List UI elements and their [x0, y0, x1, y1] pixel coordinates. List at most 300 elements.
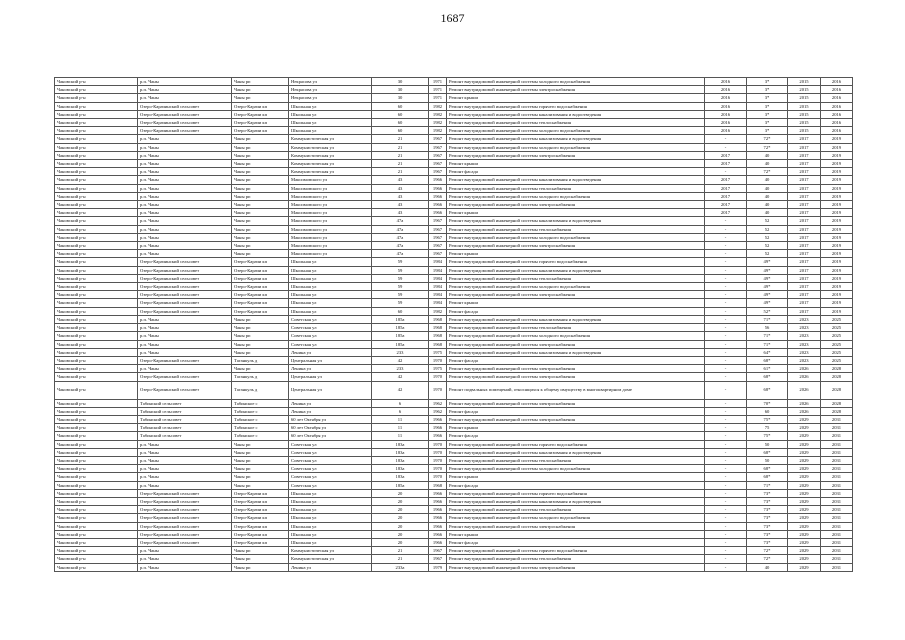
district-cell: Чановский р-н: [55, 432, 138, 440]
period-start-cell: 2017: [788, 266, 821, 274]
municipality-cell: р.п. Чаны: [138, 151, 232, 159]
period-end-cell: 2019: [821, 225, 853, 233]
planned-year-cell: 2017: [705, 160, 747, 168]
table-row: [55, 110, 853, 118]
settlement-cell: Озеро-Карачи кп: [232, 307, 289, 315]
district-cell: Чановский р-н: [55, 415, 138, 423]
period-end-cell: 2016: [821, 110, 853, 118]
period-start-cell: 2023: [788, 348, 821, 356]
district-cell: Чановский р-н: [55, 489, 138, 497]
period-end-cell: 2031: [821, 473, 853, 481]
table-row: [55, 291, 853, 299]
settlement-cell: Чаны рп: [232, 465, 289, 473]
district-cell: Чановский р-н: [55, 291, 138, 299]
municipality-cell: р.п. Чаны: [138, 555, 232, 563]
table-row: [55, 242, 853, 250]
district-cell: Чановский р-н: [55, 250, 138, 258]
house-number-cell: 43: [372, 184, 429, 192]
period-end-cell: 2019: [821, 258, 853, 266]
year-built-cell: 1967: [429, 151, 447, 159]
district-cell: Чановский р-н: [55, 258, 138, 266]
municipality-cell: р.п. Чаны: [138, 250, 232, 258]
work-type-cell: Ремонт внутридомовой инженерной системы электроснабжения: [447, 415, 705, 423]
planned-year-cell: -: [705, 258, 747, 266]
planned-year-cell: 2017: [705, 176, 747, 184]
planned-year-cell: -: [705, 530, 747, 538]
table-row: [55, 258, 853, 266]
planned-year-cell: -: [705, 373, 747, 381]
period-end-cell: 2031: [821, 432, 853, 440]
municipality-cell: Озеро-Карачинский сельсовет: [138, 291, 232, 299]
planned-year-cell: -: [705, 473, 747, 481]
planned-year-cell: -: [705, 332, 747, 340]
period-end-cell: 2019: [821, 266, 853, 274]
table-row: [55, 348, 853, 356]
house-number-cell: 185а: [372, 315, 429, 323]
municipality-cell: р.п. Чаны: [138, 348, 232, 356]
municipality-cell: Озеро-Карачинский сельсовет: [138, 299, 232, 307]
municipality-cell: Озеро-Карачинский сельсовет: [138, 283, 232, 291]
municipality-cell: р.п. Чаны: [138, 563, 232, 571]
period-start-cell: 2017: [788, 184, 821, 192]
settlement-cell: Чаны рп: [232, 217, 289, 225]
municipality-cell: р.п. Чаны: [138, 332, 232, 340]
table-row: [55, 440, 853, 448]
municipality-cell: Озеро-Карачинский сельсовет: [138, 258, 232, 266]
cost-cell: 52: [747, 217, 788, 225]
period-end-cell: 2019: [821, 283, 853, 291]
settlement-cell: Чаны рп: [232, 160, 289, 168]
settlement-cell: Озеро-Карачи кп: [232, 497, 289, 505]
district-cell: Чановский р-н: [55, 465, 138, 473]
period-start-cell: 2017: [788, 209, 821, 217]
planned-year-cell: -: [705, 506, 747, 514]
municipality-cell: Озеро-Карачинский сельсовет: [138, 373, 232, 381]
settlement-cell: Таганкуль д: [232, 373, 289, 381]
year-built-cell: 1984: [429, 291, 447, 299]
period-end-cell: 2019: [821, 242, 853, 250]
house-number-cell: 183а: [372, 440, 429, 448]
district-cell: Чановский р-н: [55, 424, 138, 432]
house-number-cell: 20: [372, 514, 429, 522]
work-type-cell: Ремонт внутридомовой инженерной системы теплоснабжения: [447, 225, 705, 233]
period-start-cell: 2023: [788, 324, 821, 332]
house-number-cell: 11: [372, 432, 429, 440]
settlement-cell: Озеро-Карачи кп: [232, 506, 289, 514]
cost-cell: 52: [747, 250, 788, 258]
year-built-cell: 1970: [429, 465, 447, 473]
planned-year-cell: -: [705, 555, 747, 563]
cost-cell: 40: [747, 160, 788, 168]
period-start-cell: 2029: [788, 481, 821, 489]
table-row: [55, 481, 853, 489]
municipality-cell: Озеро-Карачинский сельсовет: [138, 110, 232, 118]
period-end-cell: 2025: [821, 315, 853, 323]
house-number-cell: 43: [372, 176, 429, 184]
settlement-cell: Озеро-Карачи кп: [232, 291, 289, 299]
cost-cell: 40: [747, 563, 788, 571]
cost-cell: 71*: [747, 481, 788, 489]
house-number-cell: 185а: [372, 324, 429, 332]
municipality-cell: р.п. Чаны: [138, 201, 232, 209]
planned-year-cell: 2016: [705, 94, 747, 102]
settlement-cell: Чаны рп: [232, 225, 289, 233]
period-start-cell: 2029: [788, 497, 821, 505]
year-built-cell: 1970: [429, 456, 447, 464]
period-start-cell: 2029: [788, 555, 821, 563]
settlement-cell: Озеро-Карачи кп: [232, 514, 289, 522]
settlement-cell: Чаны рп: [232, 448, 289, 456]
work-type-cell: Ремонт фасада: [447, 432, 705, 440]
year-built-cell: 1971: [429, 78, 447, 86]
cost-cell: 75: [747, 424, 788, 432]
municipality-cell: р.п. Чаны: [138, 547, 232, 555]
district-cell: Чановский р-н: [55, 456, 138, 464]
year-built-cell: 1968: [429, 332, 447, 340]
street-cell: Максимовского ул: [289, 192, 372, 200]
year-built-cell: 1968: [429, 481, 447, 489]
period-end-cell: 2016: [821, 127, 853, 135]
period-end-cell: 2031: [821, 555, 853, 563]
district-cell: Чановский р-н: [55, 440, 138, 448]
work-type-cell: Ремонт внутридомовой инженерной системы электроснабжения: [447, 151, 705, 159]
planned-year-cell: -: [705, 315, 747, 323]
period-start-cell: 2015: [788, 110, 821, 118]
year-built-cell: 1966: [429, 192, 447, 200]
district-cell: Чановский р-н: [55, 481, 138, 489]
work-type-cell: Ремонт крыши: [447, 424, 705, 432]
period-start-cell: 2017: [788, 299, 821, 307]
municipality-cell: Озеро-Карачинский сельсовет: [138, 514, 232, 522]
year-built-cell: 1970: [429, 356, 447, 364]
street-cell: Советская ул: [289, 340, 372, 348]
cost-cell: 40: [747, 151, 788, 159]
settlement-cell: Чаны рп: [232, 184, 289, 192]
period-start-cell: 2023: [788, 356, 821, 364]
municipality-cell: р.п. Чаны: [138, 209, 232, 217]
street-cell: Коммунистическая ул: [289, 547, 372, 555]
table-row: [55, 340, 853, 348]
work-type-cell: Ремонт внутридомовой инженерной системы холодного водоснабжения: [447, 465, 705, 473]
house-number-cell: 60: [372, 110, 429, 118]
work-type-cell: Ремонт внутридомовой инженерной системы канализования и водоотведения: [447, 135, 705, 143]
house-number-cell: 30: [372, 94, 429, 102]
planned-year-cell: -: [705, 168, 747, 176]
district-cell: Чановский р-н: [55, 135, 138, 143]
work-type-cell: Ремонт крыши: [447, 250, 705, 258]
planned-year-cell: -: [705, 547, 747, 555]
period-start-cell: 2017: [788, 258, 821, 266]
house-number-cell: 6: [372, 399, 429, 407]
year-built-cell: 1975: [429, 348, 447, 356]
planned-year-cell: -: [705, 440, 747, 448]
settlement-cell: Чаны рп: [232, 78, 289, 86]
settlement-cell: Чаны рп: [232, 440, 289, 448]
cost-cell: 68*: [747, 356, 788, 364]
work-type-cell: Ремонт крыши: [447, 160, 705, 168]
year-built-cell: 1970: [429, 440, 447, 448]
year-built-cell: 1968: [429, 324, 447, 332]
municipality-cell: р.п. Чаны: [138, 324, 232, 332]
street-cell: Школьная ул: [289, 110, 372, 118]
year-built-cell: 1967: [429, 160, 447, 168]
street-cell: Максимовского ул: [289, 233, 372, 241]
period-start-cell: 2023: [788, 340, 821, 348]
work-type-cell: Ремонт внутридомовой инженерной системы канализования и водоотведения: [447, 217, 705, 225]
table-row: [55, 102, 853, 110]
table-row: [55, 538, 853, 546]
table-body: [55, 78, 853, 572]
planned-year-cell: -: [705, 291, 747, 299]
cost-cell: 49*: [747, 258, 788, 266]
table-row: [55, 522, 853, 530]
cost-cell: 56: [747, 324, 788, 332]
house-number-cell: 59: [372, 266, 429, 274]
street-cell: Школьная ул: [289, 506, 372, 514]
work-type-cell: Ремонт внутридомовой инженерной системы канализования и водоотведения: [447, 110, 705, 118]
table-row: [55, 225, 853, 233]
street-cell: Максимовского ул: [289, 225, 372, 233]
settlement-cell: Озеро-Карачи кп: [232, 127, 289, 135]
period-end-cell: 2031: [821, 481, 853, 489]
street-cell: Центральная ул: [289, 356, 372, 364]
work-type-cell: Ремонт внутридомовой инженерной системы канализования и водоотведения: [447, 266, 705, 274]
period-start-cell: 2017: [788, 217, 821, 225]
work-type-cell: Ремонт внутридомовой инженерной системы холодного водоснабжения: [447, 127, 705, 135]
period-start-cell: 2026: [788, 381, 821, 399]
settlement-cell: Озеро-Карачи кп: [232, 538, 289, 546]
house-number-cell: 59: [372, 283, 429, 291]
street-cell: Школьная ул: [289, 538, 372, 546]
year-built-cell: 1982: [429, 102, 447, 110]
year-built-cell: 1970: [429, 373, 447, 381]
street-cell: Максимовского ул: [289, 242, 372, 250]
year-built-cell: 1966: [429, 209, 447, 217]
house-number-cell: 20: [372, 530, 429, 538]
house-number-cell: 42: [372, 381, 429, 399]
street-cell: Школьная ул: [289, 283, 372, 291]
year-built-cell: 1967: [429, 233, 447, 241]
table-row: [55, 250, 853, 258]
house-number-cell: 233а: [372, 563, 429, 571]
year-built-cell: 1967: [429, 242, 447, 250]
street-cell: Школьная ул: [289, 274, 372, 282]
planned-year-cell: -: [705, 365, 747, 373]
street-cell: Максимовского ул: [289, 201, 372, 209]
planned-year-cell: -: [705, 424, 747, 432]
period-end-cell: 2031: [821, 448, 853, 456]
planned-year-cell: -: [705, 481, 747, 489]
period-start-cell: 2017: [788, 192, 821, 200]
year-built-cell: 1966: [429, 514, 447, 522]
period-start-cell: 2015: [788, 78, 821, 86]
planned-year-cell: -: [705, 143, 747, 151]
work-type-cell: Ремонт внутридомовой инженерной системы теплоснабжения: [447, 456, 705, 464]
cost-cell: 72*: [747, 168, 788, 176]
district-cell: Чановский р-н: [55, 160, 138, 168]
period-start-cell: 2029: [788, 424, 821, 432]
street-cell: 60 лет Октября ул: [289, 432, 372, 440]
table-row: [55, 86, 853, 94]
municipality-cell: р.п. Чаны: [138, 94, 232, 102]
period-start-cell: 2017: [788, 168, 821, 176]
table-row: [55, 514, 853, 522]
work-type-cell: Ремонт внутридомовой инженерной системы канализования и водоотведения: [447, 497, 705, 505]
period-start-cell: 2017: [788, 135, 821, 143]
street-cell: Советская ул: [289, 465, 372, 473]
work-type-cell: Ремонт подвальных помещений, относящихся к общему имуществу в многоквартирном доме: [447, 381, 705, 399]
period-start-cell: 2023: [788, 315, 821, 323]
period-start-cell: 2017: [788, 307, 821, 315]
district-cell: Чановский р-н: [55, 225, 138, 233]
work-type-cell: Ремонт внутридомовой инженерной системы канализования и водоотведения: [447, 448, 705, 456]
table-row: [55, 209, 853, 217]
table-row: [55, 135, 853, 143]
planned-year-cell: -: [705, 340, 747, 348]
year-built-cell: 1984: [429, 299, 447, 307]
municipality-cell: Озеро-Карачинский сельсовет: [138, 489, 232, 497]
house-number-cell: 183а: [372, 465, 429, 473]
cost-cell: 75*: [747, 432, 788, 440]
house-number-cell: 11: [372, 415, 429, 423]
district-cell: Чановский р-н: [55, 381, 138, 399]
house-number-cell: 21: [372, 168, 429, 176]
planned-year-cell: -: [705, 563, 747, 571]
period-end-cell: 2019: [821, 201, 853, 209]
municipality-cell: р.п. Чаны: [138, 160, 232, 168]
municipality-cell: Табинский сельсовет: [138, 424, 232, 432]
table-row: [55, 365, 853, 373]
planned-year-cell: -: [705, 407, 747, 415]
district-cell: Чановский р-н: [55, 407, 138, 415]
year-built-cell: 1962: [429, 407, 447, 415]
house-number-cell: 59: [372, 299, 429, 307]
planned-year-cell: 2016: [705, 127, 747, 135]
period-end-cell: 2031: [821, 563, 853, 571]
period-end-cell: 2025: [821, 348, 853, 356]
table-row: [55, 176, 853, 184]
table-row: [55, 456, 853, 464]
table-row: [55, 160, 853, 168]
settlement-cell: Чаны рп: [232, 168, 289, 176]
house-number-cell: 21: [372, 143, 429, 151]
street-cell: Ленина ул: [289, 407, 372, 415]
street-cell: Максимовского ул: [289, 184, 372, 192]
work-type-cell: Ремонт крыши: [447, 209, 705, 217]
period-end-cell: 2031: [821, 538, 853, 546]
settlement-cell: Чаны рп: [232, 555, 289, 563]
municipality-cell: р.п. Чаны: [138, 192, 232, 200]
period-end-cell: 2031: [821, 465, 853, 473]
work-type-cell: Ремонт внутридомовой инженерной системы горячего водоснабжения: [447, 440, 705, 448]
period-end-cell: 2031: [821, 440, 853, 448]
house-number-cell: 20: [372, 489, 429, 497]
district-cell: Чановский р-н: [55, 78, 138, 86]
house-number-cell: 47а: [372, 217, 429, 225]
municipality-cell: Озеро-Карачинский сельсовет: [138, 102, 232, 110]
period-start-cell: 2026: [788, 407, 821, 415]
house-number-cell: 20: [372, 506, 429, 514]
cost-cell: 3*: [747, 127, 788, 135]
district-cell: Чановский р-н: [55, 242, 138, 250]
street-cell: Коммунистическая ул: [289, 168, 372, 176]
work-type-cell: Ремонт внутридомовой инженерной системы холодного водоснабжения: [447, 283, 705, 291]
district-cell: Чановский р-н: [55, 373, 138, 381]
cost-cell: 3*: [747, 78, 788, 86]
year-built-cell: 1970: [429, 381, 447, 399]
year-built-cell: 1970: [429, 473, 447, 481]
settlement-cell: Таганкуль д: [232, 381, 289, 399]
settlement-cell: Чаны рп: [232, 481, 289, 489]
planned-year-cell: -: [705, 217, 747, 225]
cost-cell: 68*: [747, 373, 788, 381]
settlement-cell: Чаны рп: [232, 209, 289, 217]
district-cell: Чановский р-н: [55, 473, 138, 481]
period-start-cell: 2017: [788, 143, 821, 151]
municipality-cell: Озеро-Карачинский сельсовет: [138, 530, 232, 538]
capital-repair-table: [54, 77, 853, 572]
period-end-cell: 2019: [821, 299, 853, 307]
street-cell: Ленина ул: [289, 348, 372, 356]
district-cell: Чановский р-н: [55, 143, 138, 151]
cost-cell: 49*: [747, 283, 788, 291]
cost-cell: 50: [747, 440, 788, 448]
district-cell: Чановский р-н: [55, 209, 138, 217]
work-type-cell: Ремонт внутридомовой инженерной системы канализования и водоотведения: [447, 176, 705, 184]
period-end-cell: 2028: [821, 381, 853, 399]
year-built-cell: 1982: [429, 127, 447, 135]
district-cell: Чановский р-н: [55, 340, 138, 348]
district-cell: Чановский р-н: [55, 307, 138, 315]
house-number-cell: 6: [372, 407, 429, 415]
district-cell: Чановский р-н: [55, 299, 138, 307]
planned-year-cell: -: [705, 497, 747, 505]
year-built-cell: 1967: [429, 225, 447, 233]
table-row: [55, 127, 853, 135]
period-start-cell: 2029: [788, 448, 821, 456]
district-cell: Чановский р-н: [55, 94, 138, 102]
settlement-cell: Таганкуль д: [232, 356, 289, 364]
period-end-cell: 2031: [821, 415, 853, 423]
house-number-cell: 21: [372, 160, 429, 168]
district-cell: Чановский р-н: [55, 497, 138, 505]
period-end-cell: 2019: [821, 184, 853, 192]
year-built-cell: 1968: [429, 340, 447, 348]
year-built-cell: 1966: [429, 522, 447, 530]
street-cell: Советская ул: [289, 332, 372, 340]
planned-year-cell: 2017: [705, 201, 747, 209]
municipality-cell: Озеро-Карачинский сельсовет: [138, 119, 232, 127]
cost-cell: 40: [747, 209, 788, 217]
settlement-cell: Чаны рп: [232, 456, 289, 464]
work-type-cell: Ремонт внутридомовой инженерной системы холодного водоснабжения: [447, 143, 705, 151]
district-cell: Чановский р-н: [55, 201, 138, 209]
table-row: [55, 233, 853, 241]
period-start-cell: 2029: [788, 506, 821, 514]
cost-cell: 40: [747, 176, 788, 184]
period-start-cell: 2015: [788, 94, 821, 102]
period-end-cell: 2031: [821, 497, 853, 505]
street-cell: Школьная ул: [289, 307, 372, 315]
municipality-cell: р.п. Чаны: [138, 135, 232, 143]
work-type-cell: Ремонт крыши: [447, 473, 705, 481]
table-row: [55, 373, 853, 381]
district-cell: Чановский р-н: [55, 514, 138, 522]
period-start-cell: 2029: [788, 440, 821, 448]
street-cell: Школьная ул: [289, 299, 372, 307]
house-number-cell: 185а: [372, 481, 429, 489]
period-end-cell: 2031: [821, 522, 853, 530]
